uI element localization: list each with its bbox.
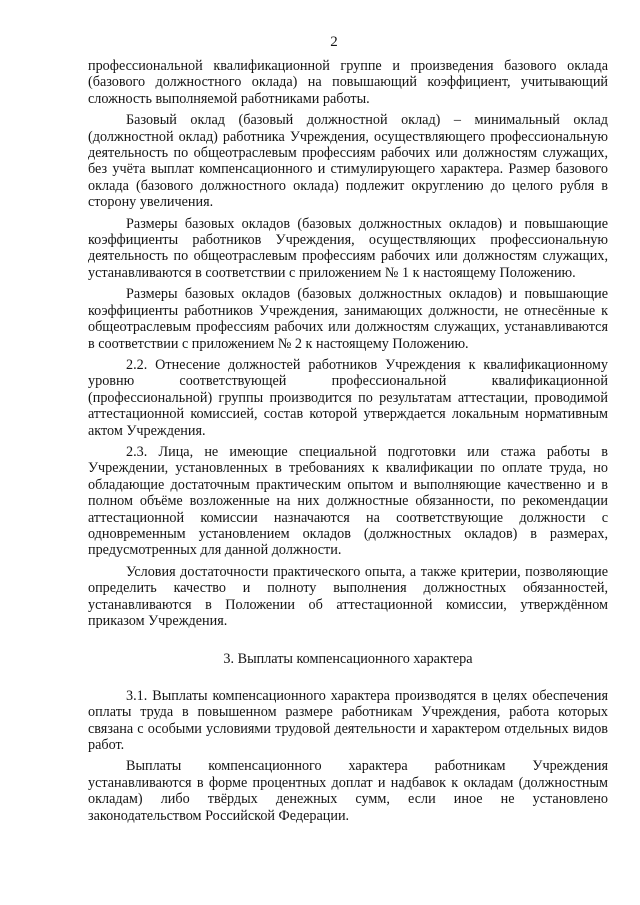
paragraph: Выплаты компенсационного характера работникам Учреждения устанавливаются в форме процентных доплат и надбавок к окладам (должностным окладам) либо твёрдых денежных сумм, если иное не установлено законодательством Российской Федерации. [88,758,608,824]
paragraph: 3.1. Выплаты компенсационного характера производятся в целях обеспечения оплаты труда в повышенном размере работникам Учреждения, работа которых связана с особыми условиями трудовой деятельности и характером отдельных видов работ. [88,687,608,754]
paragraph: 2.3. Лица, не имеющие специальной подготовки или стажа работы в Учреждении, установленных в требованиях к квалификации по оплате труда, но обладающие достаточным практическим опытом и выполняющие качественно и в полном объёме возложенные на них должностные обязанности, по рекомендации аттестационной комиссии назначаются на соответствующие должности с одновременным установлением окладов (должностных окладов) в размерах, предусмотренных для данной должности. [88,443,608,559]
paragraph: Условия достаточности практического опыта, а также критерии, позволяющие определить качество и полноту выполнения должностных обязанностей, устанавливаются в Положении об аттестационной комиссии, утверждённом приказом Учреждения. [88,563,608,629]
body-text-top [88,58,608,629]
section-heading: 3. Выплаты компенсационного характера [223,651,473,668]
body-text-bottom [88,688,608,824]
paragraph: Базовый оклад (базовый должностной оклад) – минимальный оклад (должностной оклад) работника Учреждения, осуществляющего профессиональную деятельность по общеотраслевым профессиям рабочих или должностям служащих, без учёта выплат компенсационного и стимулирующего характера. Размер базового оклада (базового должностного оклада) подлежит округлению до целого рубля в сторону увеличения. [88,112,608,211]
page-number: 2 [330,34,338,50]
paragraph: Размеры базовых окладов (базовых должностных окладов) и повышающие коэффициенты работников Учреждения, занимающих должности, не отнесённые к общеотраслевым профессиям рабочих или должностям служащих, устанавливаются в соответствии с приложением № 2 к настоящему Положению. [88,286,608,352]
paragraph: Размеры базовых окладов (базовых должностных окладов) и повышающие коэффициенты работников Учреждения, осуществляющих профессиональную деятельность по общеотраслевым профессиям рабочих или должностям служащих, устанавливаются в соответствии с приложением № 1 к настоящему Положению. [88,215,608,281]
paragraph: профессиональной квалификационной группе и произведения базового оклада (базового должностного оклада) на повышающий коэффициент, учитывающий сложность выполняемой работниками работы. [88,58,608,107]
paragraph: 2.2. Отнесение должностей работников Учреждения к квалификационному уровню соответствующей профессиональной квалификационной (профессиональной) группы производится по результатам аттестации, проводимой аттестационной комиссией, состав которой утверждается локальным нормативным актом Учреждения. [88,356,608,439]
